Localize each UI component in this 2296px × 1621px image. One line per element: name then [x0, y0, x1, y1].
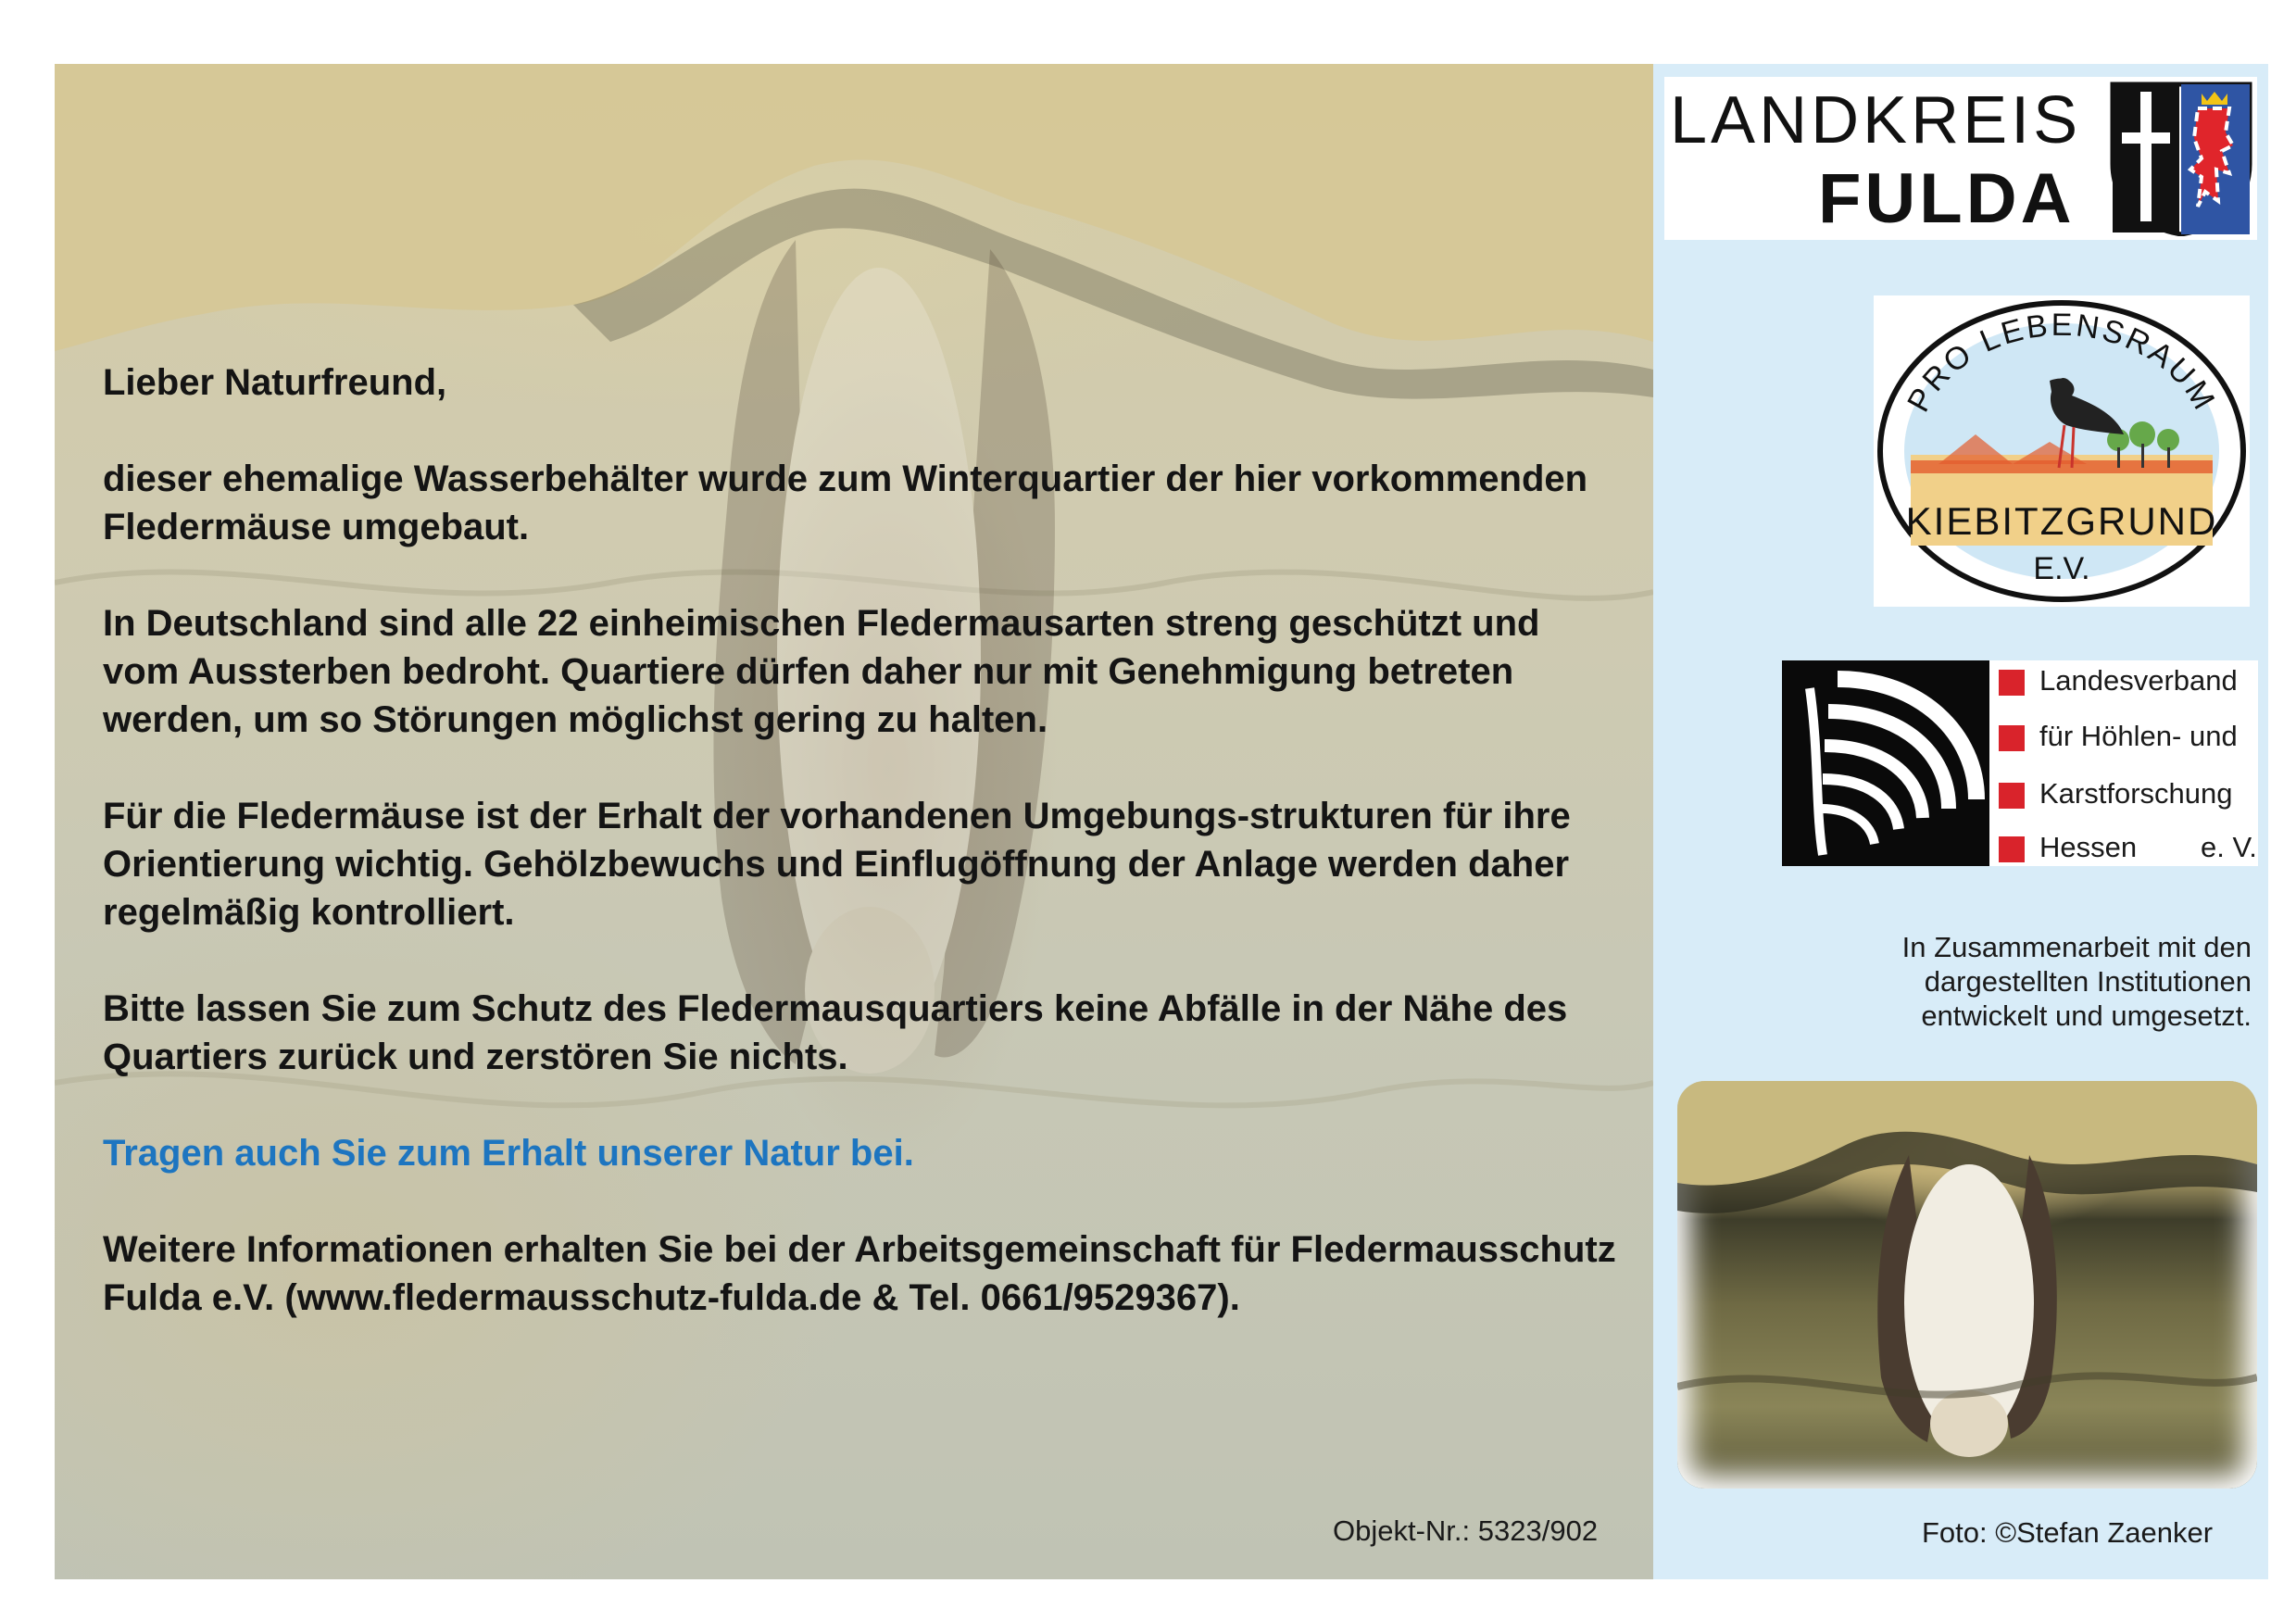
cooperation-note: In Zusammenarbeit mit den dargestellten Institutionen entwickelt und umgesetzt.	[1901, 931, 2252, 1032]
red-square-icon	[1999, 725, 2025, 751]
kiebitz-name-text: KIEBITZGRUND	[1905, 499, 2218, 543]
paragraph-orientation: Für die Fledermäuse ist der Erhalt der vorhandenen Umgebungs-strukturen für ihre Orientierung wichtig. Gehölzbewuchs und Einflugöffnung der Anlage werden daher regelmäßig kontrolliert.	[103, 796, 1571, 933]
greeting: Lieber Naturfreund,	[103, 362, 447, 403]
landkreis-fulda-logo	[1664, 77, 2257, 240]
letter-panel	[55, 64, 1653, 1579]
photo-credit: Foto: ©Stefan Zaenker	[1922, 1516, 2214, 1549]
bat-photo	[1677, 1081, 2257, 1489]
paragraph-contact: Weitere Informationen erhalten Sie bei der Arbeitsgemeinschaft für Fledermausschutz Fulda e.V. (www.fledermausschutz-fulda.de & Tel. 0661/9529367).	[103, 1229, 1616, 1318]
lapwing-emblem-icon	[1874, 295, 2250, 607]
red-square-icon	[1999, 836, 2025, 862]
coat-of-arms-icon	[2109, 81, 2253, 236]
hoehlen-karstforschung-logo: Landesverband für Höhlen- und Karstforschung Hessen e. V.	[1782, 660, 2258, 866]
kiebitz-ev-text: E.V.	[2033, 551, 2090, 586]
paragraph-protection: In Deutschland sind alle 22 einheimischen Fledermausarten streng geschützt und vom Aussterben bedroht. Quartiere dürfen daher nur mit Genehmigung betreten werden, um so Störungen möglichst gering zu halten.	[103, 603, 1540, 740]
cave-swirl-icon	[1782, 660, 1989, 866]
kiebitzgrund-logo	[1874, 295, 2250, 607]
landkreis-line1: LANDKREIS	[1670, 83, 2082, 157]
kiebitz-top-text: PRO LEBENSRAUM	[1901, 307, 2223, 418]
paragraph-waste: Bitte lassen Sie zum Schutz des Fledermausquartiers keine Abfälle in der Nähe des Quartiers zurück und zerstören Sie nichts.	[103, 988, 1568, 1077]
letter-text	[103, 358, 1622, 1370]
sidebar	[1653, 64, 2268, 1579]
object-number: Objekt-Nr.: 5323/902	[1333, 1514, 1599, 1547]
red-square-icon	[1999, 783, 2025, 809]
call-to-action: Tragen auch Sie zum Erhalt unserer Natur bei.	[103, 1133, 914, 1174]
red-square-icon	[1999, 670, 2025, 696]
paragraph-quarter: dieser ehemalige Wasserbehälter wurde zum Winterquartier der hier vorkommenden Fledermäuse umgebaut.	[103, 459, 1588, 547]
landkreis-line2: FULDA	[1818, 159, 2076, 238]
